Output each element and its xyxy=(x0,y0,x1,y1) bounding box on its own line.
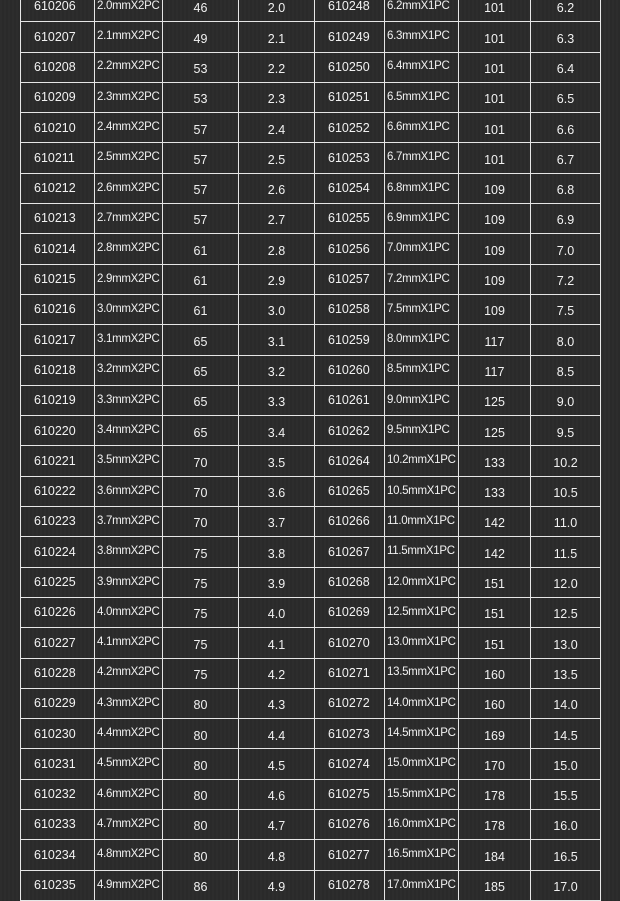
item-code-cell: 610250 xyxy=(315,52,385,82)
diameter-cell: 10.5 xyxy=(531,476,601,506)
size-spec-cell: 6.7mmX1PC xyxy=(385,143,459,173)
item-code-cell: 610254 xyxy=(315,173,385,203)
size-spec-cell: 8.5mmX1PC xyxy=(385,355,459,385)
diameter-cell: 3.8 xyxy=(239,537,315,567)
table-row xyxy=(21,507,601,537)
quantity-cell: 57 xyxy=(163,113,239,143)
item-code-cell: 610275 xyxy=(315,779,385,809)
diameter-cell: 3.3 xyxy=(239,385,315,415)
table-row xyxy=(21,173,601,203)
diameter-cell: 4.6 xyxy=(239,779,315,809)
item-code-cell: 610223 xyxy=(21,507,95,537)
diameter-cell: 6.9 xyxy=(531,204,601,234)
size-spec-cell: 16.5mmX1PC xyxy=(385,840,459,870)
quantity-cell: 160 xyxy=(459,658,531,688)
diameter-cell: 4.5 xyxy=(239,749,315,779)
table-row xyxy=(21,416,601,446)
diameter-cell: 2.0 xyxy=(239,0,315,22)
table-row xyxy=(21,234,601,264)
size-spec-cell: 4.1mmX2PC xyxy=(95,628,163,658)
size-spec-cell: 3.7mmX2PC xyxy=(95,507,163,537)
item-code-cell: 610253 xyxy=(315,143,385,173)
quantity-cell: 70 xyxy=(163,476,239,506)
size-spec-cell: 16.0mmX1PC xyxy=(385,810,459,840)
size-spec-cell: 6.4mmX1PC xyxy=(385,52,459,82)
item-code-cell: 610212 xyxy=(21,173,95,203)
size-spec-cell: 4.2mmX2PC xyxy=(95,658,163,688)
size-spec-cell: 3.5mmX2PC xyxy=(95,446,163,476)
diameter-cell: 3.6 xyxy=(239,476,315,506)
item-code-cell: 610226 xyxy=(21,597,95,627)
size-spec-cell: 6.6mmX1PC xyxy=(385,113,459,143)
quantity-cell: 142 xyxy=(459,537,531,567)
item-code-cell: 610276 xyxy=(315,810,385,840)
size-spec-cell: 7.2mmX1PC xyxy=(385,264,459,294)
size-spec-cell: 6.9mmX1PC xyxy=(385,204,459,234)
diameter-cell: 16.5 xyxy=(531,840,601,870)
item-code-cell: 610271 xyxy=(315,658,385,688)
table-row xyxy=(21,628,601,658)
size-spec-cell: 3.9mmX2PC xyxy=(95,567,163,597)
table-row xyxy=(21,597,601,627)
quantity-cell: 178 xyxy=(459,779,531,809)
size-spec-cell: 2.7mmX2PC xyxy=(95,204,163,234)
table-row xyxy=(21,658,601,688)
table-row xyxy=(21,688,601,718)
size-spec-cell: 2.0mmX2PC xyxy=(95,0,163,22)
diameter-cell: 6.7 xyxy=(531,143,601,173)
quantity-cell: 65 xyxy=(163,385,239,415)
diameter-cell: 7.2 xyxy=(531,264,601,294)
quantity-cell: 117 xyxy=(459,325,531,355)
item-code-cell: 610248 xyxy=(315,0,385,22)
size-spec-cell: 2.6mmX2PC xyxy=(95,173,163,203)
table-row xyxy=(21,385,601,415)
size-spec-cell: 7.0mmX1PC xyxy=(385,234,459,264)
diameter-cell: 4.4 xyxy=(239,719,315,749)
quantity-cell: 70 xyxy=(163,507,239,537)
item-code-cell: 610269 xyxy=(315,597,385,627)
table-row xyxy=(21,325,601,355)
diameter-cell: 3.4 xyxy=(239,416,315,446)
item-code-cell: 610224 xyxy=(21,537,95,567)
item-code-cell: 610270 xyxy=(315,628,385,658)
item-code-cell: 610262 xyxy=(315,416,385,446)
diameter-cell: 10.2 xyxy=(531,446,601,476)
size-spec-cell: 6.8mmX1PC xyxy=(385,173,459,203)
diameter-cell: 6.8 xyxy=(531,173,601,203)
quantity-cell: 109 xyxy=(459,173,531,203)
quantity-cell: 80 xyxy=(163,840,239,870)
quantity-cell: 185 xyxy=(459,870,531,900)
quantity-cell: 101 xyxy=(459,82,531,112)
quantity-cell: 75 xyxy=(163,628,239,658)
diameter-cell: 3.2 xyxy=(239,355,315,385)
size-spec-cell: 7.5mmX1PC xyxy=(385,294,459,324)
diameter-cell: 2.2 xyxy=(239,52,315,82)
size-spec-cell: 15.5mmX1PC xyxy=(385,779,459,809)
diameter-cell: 6.2 xyxy=(531,0,601,22)
quantity-cell: 109 xyxy=(459,264,531,294)
item-code-cell: 610255 xyxy=(315,204,385,234)
item-code-cell: 610211 xyxy=(21,143,95,173)
quantity-cell: 80 xyxy=(163,810,239,840)
size-spec-cell: 9.5mmX1PC xyxy=(385,416,459,446)
item-code-cell: 610274 xyxy=(315,749,385,779)
size-spec-cell: 3.2mmX2PC xyxy=(95,355,163,385)
quantity-cell: 178 xyxy=(459,810,531,840)
diameter-cell: 8.5 xyxy=(531,355,601,385)
quantity-cell: 125 xyxy=(459,385,531,415)
quantity-cell: 75 xyxy=(163,597,239,627)
size-spec-cell: 4.9mmX2PC xyxy=(95,870,163,900)
item-code-cell: 610252 xyxy=(315,113,385,143)
item-code-cell: 610218 xyxy=(21,355,95,385)
size-spec-cell: 2.8mmX2PC xyxy=(95,234,163,264)
item-code-cell: 610206 xyxy=(21,0,95,22)
diameter-cell: 9.5 xyxy=(531,416,601,446)
quantity-cell: 80 xyxy=(163,719,239,749)
quantity-cell: 70 xyxy=(163,446,239,476)
diameter-cell: 4.3 xyxy=(239,688,315,718)
item-code-cell: 610217 xyxy=(21,325,95,355)
item-code-cell: 610259 xyxy=(315,325,385,355)
size-spec-cell: 10.5mmX1PC xyxy=(385,476,459,506)
quantity-cell: 61 xyxy=(163,234,239,264)
quantity-cell: 133 xyxy=(459,446,531,476)
table-row xyxy=(21,82,601,112)
size-spec-cell: 9.0mmX1PC xyxy=(385,385,459,415)
size-spec-cell: 2.3mmX2PC xyxy=(95,82,163,112)
diameter-cell: 7.5 xyxy=(531,294,601,324)
item-code-cell: 610210 xyxy=(21,113,95,143)
quantity-cell: 65 xyxy=(163,355,239,385)
diameter-cell: 13.5 xyxy=(531,658,601,688)
quantity-cell: 53 xyxy=(163,82,239,112)
size-spec-cell: 4.7mmX2PC xyxy=(95,810,163,840)
quantity-cell: 151 xyxy=(459,597,531,627)
diameter-cell: 3.5 xyxy=(239,446,315,476)
item-code-cell: 610264 xyxy=(315,446,385,476)
table-row xyxy=(21,779,601,809)
diameter-cell: 2.5 xyxy=(239,143,315,173)
quantity-cell: 80 xyxy=(163,779,239,809)
quantity-cell: 184 xyxy=(459,840,531,870)
size-spec-cell: 11.0mmX1PC xyxy=(385,507,459,537)
size-spec-cell: 10.2mmX1PC xyxy=(385,446,459,476)
size-spec-cell: 4.4mmX2PC xyxy=(95,719,163,749)
quantity-cell: 61 xyxy=(163,294,239,324)
diameter-cell: 6.5 xyxy=(531,82,601,112)
size-spec-cell: 11.5mmX1PC xyxy=(385,537,459,567)
size-spec-cell: 2.2mmX2PC xyxy=(95,52,163,82)
size-spec-cell: 13.0mmX1PC xyxy=(385,628,459,658)
size-spec-cell: 13.5mmX1PC xyxy=(385,658,459,688)
quantity-cell: 109 xyxy=(459,204,531,234)
item-code-cell: 610256 xyxy=(315,234,385,264)
diameter-cell: 17.0 xyxy=(531,870,601,900)
item-code-cell: 610265 xyxy=(315,476,385,506)
diameter-cell: 11.5 xyxy=(531,537,601,567)
diameter-cell: 4.2 xyxy=(239,658,315,688)
item-code-cell: 610207 xyxy=(21,22,95,52)
size-spec-cell: 8.0mmX1PC xyxy=(385,325,459,355)
quantity-cell: 57 xyxy=(163,173,239,203)
diameter-cell: 2.6 xyxy=(239,173,315,203)
size-spec-cell: 15.0mmX1PC xyxy=(385,749,459,779)
size-spec-cell: 3.4mmX2PC xyxy=(95,416,163,446)
table-row xyxy=(21,113,601,143)
size-spec-cell: 2.1mmX2PC xyxy=(95,22,163,52)
diameter-cell: 2.1 xyxy=(239,22,315,52)
table-row xyxy=(21,810,601,840)
diameter-cell: 2.3 xyxy=(239,82,315,112)
quantity-cell: 160 xyxy=(459,688,531,718)
size-spec-cell: 3.0mmX2PC xyxy=(95,294,163,324)
size-spec-cell: 3.6mmX2PC xyxy=(95,476,163,506)
table-row xyxy=(21,870,601,900)
item-code-cell: 610277 xyxy=(315,840,385,870)
diameter-cell: 4.7 xyxy=(239,810,315,840)
size-spec-cell: 4.0mmX2PC xyxy=(95,597,163,627)
size-spec-cell: 6.5mmX1PC xyxy=(385,82,459,112)
spec-table-body xyxy=(21,0,601,900)
diameter-cell: 3.1 xyxy=(239,325,315,355)
size-spec-cell: 4.6mmX2PC xyxy=(95,779,163,809)
diameter-cell: 16.0 xyxy=(531,810,601,840)
diameter-cell: 2.7 xyxy=(239,204,315,234)
quantity-cell: 109 xyxy=(459,234,531,264)
diameter-cell: 6.6 xyxy=(531,113,601,143)
table-row xyxy=(21,476,601,506)
quantity-cell: 101 xyxy=(459,22,531,52)
item-code-cell: 610228 xyxy=(21,658,95,688)
spec-table-container xyxy=(20,0,600,901)
quantity-cell: 57 xyxy=(163,204,239,234)
table-row xyxy=(21,143,601,173)
size-spec-cell: 12.0mmX1PC xyxy=(385,567,459,597)
quantity-cell: 57 xyxy=(163,143,239,173)
diameter-cell: 6.4 xyxy=(531,52,601,82)
item-code-cell: 610227 xyxy=(21,628,95,658)
table-row xyxy=(21,446,601,476)
diameter-cell: 2.9 xyxy=(239,264,315,294)
size-spec-cell: 17.0mmX1PC xyxy=(385,870,459,900)
quantity-cell: 75 xyxy=(163,567,239,597)
table-row xyxy=(21,840,601,870)
diameter-cell: 14.5 xyxy=(531,719,601,749)
item-code-cell: 610268 xyxy=(315,567,385,597)
item-code-cell: 610267 xyxy=(315,537,385,567)
quantity-cell: 80 xyxy=(163,749,239,779)
diameter-cell: 15.5 xyxy=(531,779,601,809)
item-code-cell: 610219 xyxy=(21,385,95,415)
quantity-cell: 75 xyxy=(163,537,239,567)
diameter-cell: 4.1 xyxy=(239,628,315,658)
quantity-cell: 101 xyxy=(459,52,531,82)
table-row xyxy=(21,52,601,82)
diameter-cell: 12.0 xyxy=(531,567,601,597)
quantity-cell: 46 xyxy=(163,0,239,22)
diameter-cell: 4.0 xyxy=(239,597,315,627)
quantity-cell: 53 xyxy=(163,52,239,82)
item-code-cell: 610258 xyxy=(315,294,385,324)
quantity-cell: 169 xyxy=(459,719,531,749)
quantity-cell: 101 xyxy=(459,143,531,173)
item-code-cell: 610214 xyxy=(21,234,95,264)
size-spec-cell: 4.8mmX2PC xyxy=(95,840,163,870)
quantity-cell: 101 xyxy=(459,113,531,143)
quantity-cell: 142 xyxy=(459,507,531,537)
size-spec-cell: 14.5mmX1PC xyxy=(385,719,459,749)
item-code-cell: 610221 xyxy=(21,446,95,476)
size-spec-cell: 3.1mmX2PC xyxy=(95,325,163,355)
size-spec-cell: 4.5mmX2PC xyxy=(95,749,163,779)
diameter-cell: 2.4 xyxy=(239,113,315,143)
quantity-cell: 125 xyxy=(459,416,531,446)
diameter-cell: 14.0 xyxy=(531,688,601,718)
diameter-cell: 15.0 xyxy=(531,749,601,779)
item-code-cell: 610230 xyxy=(21,719,95,749)
item-code-cell: 610257 xyxy=(315,264,385,294)
item-code-cell: 610273 xyxy=(315,719,385,749)
diameter-cell: 3.0 xyxy=(239,294,315,324)
quantity-cell: 151 xyxy=(459,567,531,597)
size-spec-cell: 4.3mmX2PC xyxy=(95,688,163,718)
quantity-cell: 101 xyxy=(459,0,531,22)
table-row xyxy=(21,294,601,324)
size-spec-cell: 2.4mmX2PC xyxy=(95,113,163,143)
spec-table xyxy=(20,0,601,901)
quantity-cell: 133 xyxy=(459,476,531,506)
size-spec-cell: 12.5mmX1PC xyxy=(385,597,459,627)
size-spec-cell: 14.0mmX1PC xyxy=(385,688,459,718)
item-code-cell: 610261 xyxy=(315,385,385,415)
quantity-cell: 61 xyxy=(163,264,239,294)
quantity-cell: 75 xyxy=(163,658,239,688)
diameter-cell: 6.3 xyxy=(531,22,601,52)
diameter-cell: 9.0 xyxy=(531,385,601,415)
table-row xyxy=(21,749,601,779)
item-code-cell: 610215 xyxy=(21,264,95,294)
item-code-cell: 610235 xyxy=(21,870,95,900)
quantity-cell: 65 xyxy=(163,325,239,355)
size-spec-cell: 3.8mmX2PC xyxy=(95,537,163,567)
table-row xyxy=(21,355,601,385)
diameter-cell: 4.8 xyxy=(239,840,315,870)
item-code-cell: 610260 xyxy=(315,355,385,385)
diameter-cell: 13.0 xyxy=(531,628,601,658)
table-row xyxy=(21,204,601,234)
quantity-cell: 80 xyxy=(163,688,239,718)
diameter-cell: 3.7 xyxy=(239,507,315,537)
item-code-cell: 610222 xyxy=(21,476,95,506)
item-code-cell: 610231 xyxy=(21,749,95,779)
quantity-cell: 109 xyxy=(459,294,531,324)
item-code-cell: 610216 xyxy=(21,294,95,324)
table-row xyxy=(21,22,601,52)
quantity-cell: 117 xyxy=(459,355,531,385)
table-row xyxy=(21,719,601,749)
diameter-cell: 2.8 xyxy=(239,234,315,264)
item-code-cell: 610220 xyxy=(21,416,95,446)
size-spec-cell: 6.2mmX1PC xyxy=(385,0,459,22)
size-spec-cell: 3.3mmX2PC xyxy=(95,385,163,415)
diameter-cell: 3.9 xyxy=(239,567,315,597)
item-code-cell: 610233 xyxy=(21,810,95,840)
item-code-cell: 610208 xyxy=(21,52,95,82)
item-code-cell: 610266 xyxy=(315,507,385,537)
table-row xyxy=(21,537,601,567)
diameter-cell: 11.0 xyxy=(531,507,601,537)
table-row xyxy=(21,567,601,597)
item-code-cell: 610272 xyxy=(315,688,385,718)
quantity-cell: 151 xyxy=(459,628,531,658)
item-code-cell: 610251 xyxy=(315,82,385,112)
diameter-cell: 7.0 xyxy=(531,234,601,264)
quantity-cell: 49 xyxy=(163,22,239,52)
item-code-cell: 610225 xyxy=(21,567,95,597)
item-code-cell: 610213 xyxy=(21,204,95,234)
item-code-cell: 610232 xyxy=(21,779,95,809)
item-code-cell: 610209 xyxy=(21,82,95,112)
size-spec-cell: 2.5mmX2PC xyxy=(95,143,163,173)
size-spec-cell: 6.3mmX1PC xyxy=(385,22,459,52)
item-code-cell: 610278 xyxy=(315,870,385,900)
diameter-cell: 8.0 xyxy=(531,325,601,355)
table-row xyxy=(21,0,601,22)
quantity-cell: 65 xyxy=(163,416,239,446)
diameter-cell: 12.5 xyxy=(531,597,601,627)
item-code-cell: 610249 xyxy=(315,22,385,52)
table-row xyxy=(21,264,601,294)
item-code-cell: 610229 xyxy=(21,688,95,718)
size-spec-cell: 2.9mmX2PC xyxy=(95,264,163,294)
item-code-cell: 610234 xyxy=(21,840,95,870)
quantity-cell: 170 xyxy=(459,749,531,779)
quantity-cell: 86 xyxy=(163,870,239,900)
diameter-cell: 4.9 xyxy=(239,870,315,900)
